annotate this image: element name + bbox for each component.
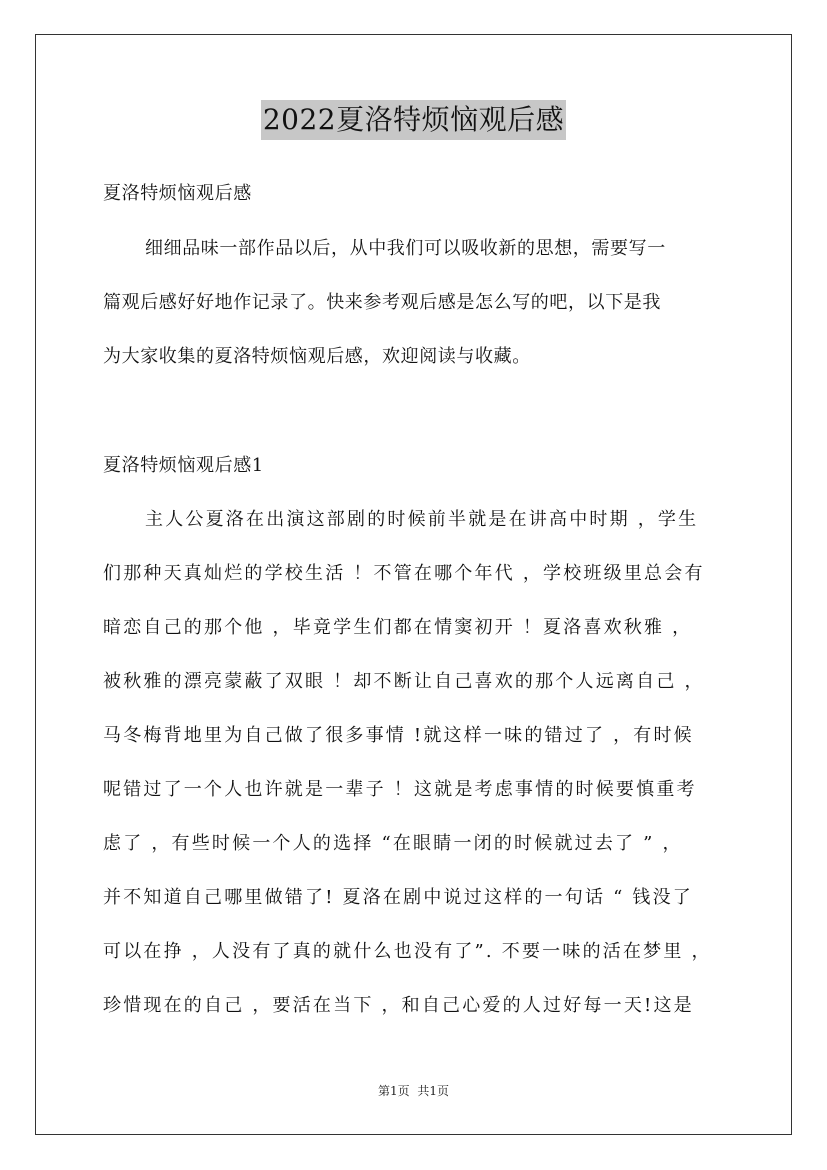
body-line: 被秋雅的漂亮蒙蔽了双眼 ！却不断让自己喜欢的那个人远离自己 ，	[103, 671, 705, 692]
body-line: 呢错过了一个人也许就是一辈子 ！这就是考虑事情的时候要慎重考	[103, 779, 697, 800]
document-title: 2022夏洛特烦恼观后感	[261, 100, 566, 140]
document-heading: 夏洛特烦恼观后感	[103, 183, 252, 204]
body-line: 虑了 ，有些时候一个人的选择 “在眼睛一闭的时候就过去了 ” ，	[103, 833, 683, 854]
section-heading: 夏洛特烦恼观后感1	[103, 455, 264, 476]
page-number: 第1页	[377, 1084, 410, 1098]
title-container	[0, 100, 827, 140]
body-line: 可以在挣 ，人没有了真的就什么也没有了”. 不要一味的活在梦里 ，	[103, 941, 712, 962]
page-total: 共1页	[417, 1084, 450, 1098]
body-line: 们那种天真灿烂的学校生活 ！不管在哪个年代 ，学校班级里总会有	[103, 563, 705, 584]
body-line: 珍惜现在的自己 ，要活在当下 ，和自己心爱的人过好每一天!这是	[103, 995, 694, 1016]
body-line: 马冬梅背地里为自己做了很多事情 !就这样一味的错过了 ，有时候	[103, 725, 694, 746]
body-line: 暗恋自己的那个他 ，毕竟学生们都在情窦初开 ！夏洛喜欢秋雅 ，	[103, 617, 693, 638]
intro-line: 为大家收集的夏洛特烦恼观后感，欢迎阅读与收藏。	[103, 346, 531, 367]
body-line: 并不知道自己哪里做错了! 夏洛在剧中说过这样的一句话 “ 钱没了	[103, 887, 693, 908]
intro-line: 篇观后感好好地作记录了。快来参考观后感是怎么写的吧，以下是我	[103, 292, 661, 313]
body-line: 主人公夏洛在出演这部剧的时候前半就是在讲高中时期 ，学生	[145, 509, 699, 530]
intro-line: 细细品味一部作品以后，从中我们可以吸收新的思想，需要写一	[145, 238, 666, 259]
page-footer	[0, 1083, 827, 1099]
